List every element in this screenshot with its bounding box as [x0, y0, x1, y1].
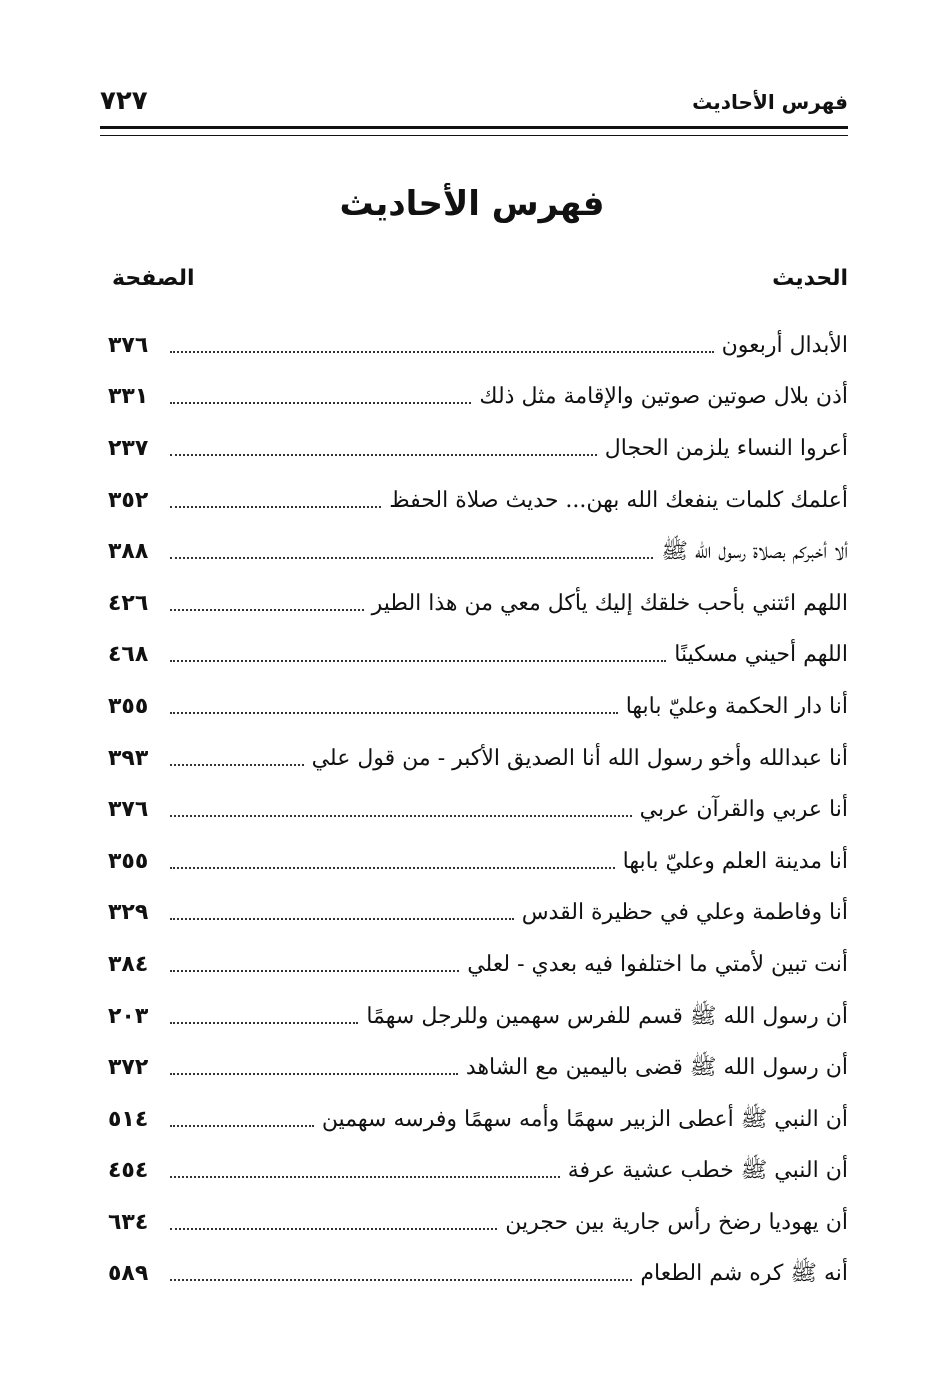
- index-entry: [108, 526, 848, 578]
- index-entry: [108, 578, 848, 630]
- hadith-index-list: [108, 320, 848, 1300]
- entry-page: ٦٣٤: [108, 1209, 149, 1235]
- dot-leader: [170, 506, 381, 508]
- dot-leader: [170, 660, 666, 662]
- entry-text: أنه ﷺ كره شم الطعام: [640, 1261, 848, 1287]
- dot-leader: [170, 1073, 458, 1075]
- index-entry: [108, 630, 848, 682]
- entry-text: أن يهوديا رضخ رأس جارية بين حجرين: [505, 1209, 848, 1235]
- dot-leader: [170, 918, 514, 920]
- entry-page: ٣٩٣: [108, 745, 149, 771]
- entry-text: أعروا النساء يلزمن الحجال: [604, 435, 848, 461]
- entry-text: أنا عربي والقرآن عربي: [639, 797, 848, 823]
- entry-text: أنا دار الحكمة وعليّ بابها: [625, 693, 848, 719]
- entry-page: ٣٥٥: [108, 848, 149, 874]
- dot-leader: [170, 351, 714, 353]
- entry-text: أنا عبدالله وأخو رسول الله أنا الصديق الأكبر - من قول علي: [311, 745, 848, 771]
- entry-text: أن النبي ﷺ أعطى الزبير سهمًا وأمه سهمًا وفرسه سهمين: [321, 1106, 848, 1132]
- entry-text: أن رسول الله ﷺ قسم للفرس سهمين وللرجل سهمًا: [366, 1003, 848, 1029]
- entry-page: ٣٧٢: [108, 1055, 149, 1081]
- index-entry: [108, 939, 848, 991]
- index-entry: [108, 888, 848, 940]
- header-rule: [100, 126, 848, 136]
- entry-page: ٣٥٢: [108, 487, 149, 513]
- index-entry: [108, 1146, 848, 1198]
- entry-page: ٢٠٣: [108, 1003, 149, 1029]
- index-entry: [108, 423, 848, 475]
- entry-page: ٤٦٨: [108, 642, 149, 668]
- index-entry: [108, 320, 848, 372]
- entry-page: ٣٧٦: [108, 797, 149, 823]
- entry-text: أن رسول الله ﷺ قضى باليمين مع الشاهد: [465, 1055, 848, 1081]
- entry-text: اللهم ائتني بأحب خلقك إليك يأكل معي من هذا الطير: [371, 590, 848, 616]
- entry-text: أنا وفاطمة وعلي في حظيرة القدس: [521, 900, 848, 926]
- dot-leader: [170, 1176, 560, 1178]
- entry-page: ٣٣١: [108, 384, 149, 410]
- entry-text: أنا مدينة العلم وعليّ بابها: [622, 848, 848, 874]
- entry-page: ٥١٤: [108, 1106, 149, 1132]
- column-headers: [112, 266, 848, 302]
- entry-page: ٣٨٤: [108, 951, 149, 977]
- dot-leader: [170, 764, 304, 766]
- index-entry: [108, 784, 848, 836]
- index-entry: [108, 991, 848, 1043]
- entry-text: الأبدال أربعون: [721, 332, 848, 358]
- dot-leader: [170, 609, 364, 611]
- dot-leader: [170, 970, 459, 972]
- column-header-hadith: الحديث: [772, 266, 848, 291]
- running-title: فهرس الأحاديث: [692, 90, 848, 114]
- entry-page: ٥٨٩: [108, 1261, 149, 1287]
- dot-leader: [170, 1228, 497, 1230]
- page-number: ٧٢٧: [100, 86, 148, 116]
- dot-leader: [170, 712, 618, 714]
- dot-leader: [170, 867, 615, 869]
- entry-text: أنت تبين لأمتي ما اختلفوا فيه بعدي - لعلي: [467, 951, 848, 977]
- column-header-page: الصفحة: [112, 266, 195, 291]
- index-entry: [108, 475, 848, 527]
- entry-page: ٤٥٤: [108, 1158, 149, 1184]
- entry-text: أذن بلال صوتين صوتين والإقامة مثل ذلك: [479, 384, 848, 410]
- entry-page: ٣٢٩: [108, 900, 149, 926]
- entry-text: ألا أخبركم بصلاة رسول الله ﷺ: [661, 539, 848, 565]
- entry-page: ٤٢٦: [108, 590, 149, 616]
- running-header: [100, 86, 848, 126]
- entry-page: ٢٣٧: [108, 435, 149, 461]
- index-entry: [108, 372, 848, 424]
- index-entry: [108, 1249, 848, 1301]
- index-entry: [108, 1197, 848, 1249]
- dot-leader: [170, 815, 632, 817]
- entry-text: أن النبي ﷺ خطب عشية عرفة: [567, 1158, 848, 1184]
- index-entry: [108, 733, 848, 785]
- index-entry: [108, 1042, 848, 1094]
- dot-leader: [170, 557, 653, 559]
- dot-leader: [170, 402, 471, 404]
- dot-leader: [170, 454, 597, 456]
- index-entry: [108, 681, 848, 733]
- dot-leader: [170, 1279, 632, 1281]
- index-entry: [108, 1094, 848, 1146]
- entry-text: أعلمك كلمات ينفعك الله بهن... حديث صلاة الحفظ: [389, 487, 848, 513]
- entry-page: ٣٥٥: [108, 693, 149, 719]
- entry-page: ٣٨٨: [108, 539, 149, 565]
- entry-page: ٣٧٦: [108, 332, 149, 358]
- dot-leader: [170, 1125, 314, 1127]
- dot-leader: [170, 1022, 358, 1024]
- page-title: فهرس الأحاديث: [339, 184, 605, 224]
- index-entry: [108, 836, 848, 888]
- entry-text: اللهم أحيني مسكينًا: [674, 642, 848, 668]
